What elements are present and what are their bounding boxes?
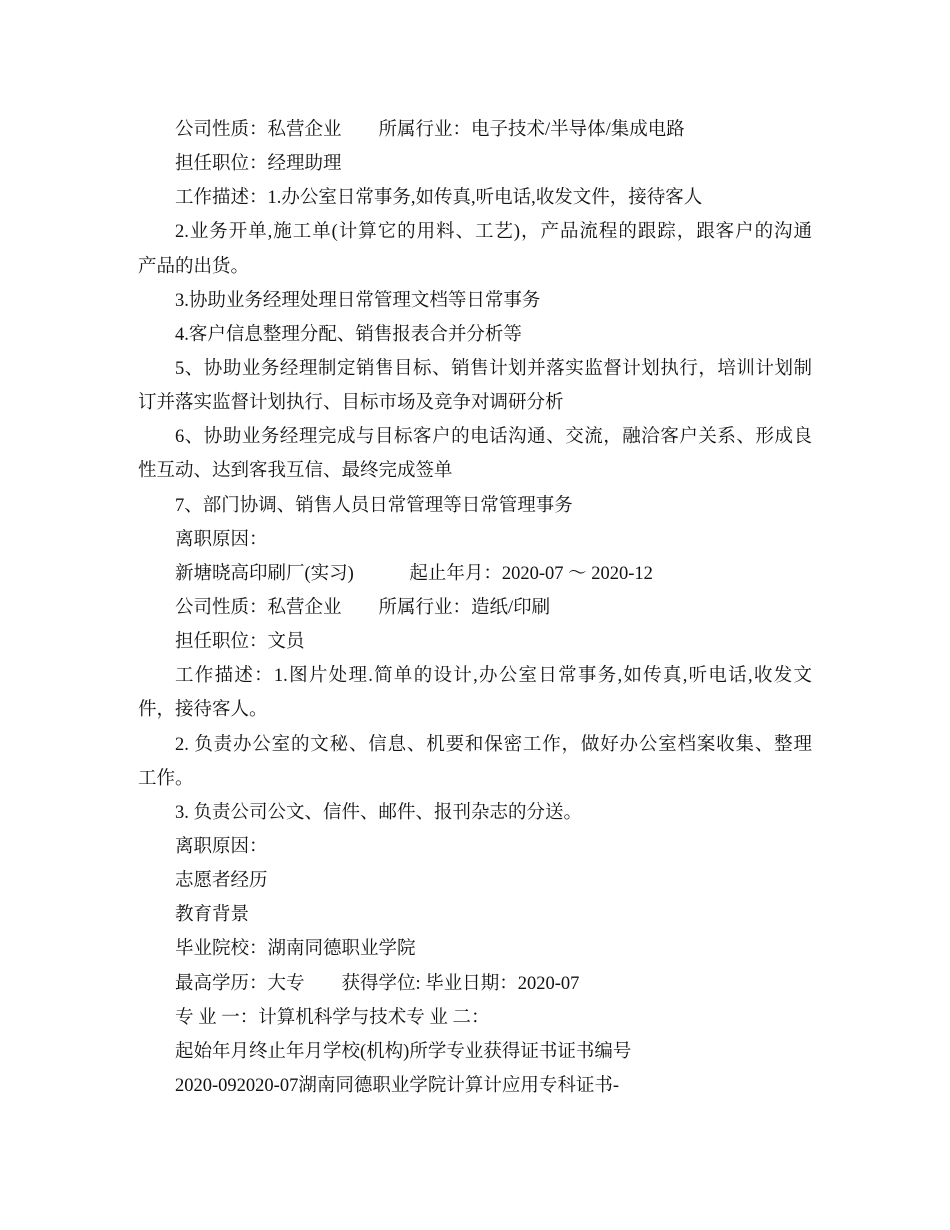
volunteer-heading: 志愿者经历 bbox=[175, 871, 268, 892]
education-heading: 教育背景 bbox=[175, 905, 250, 926]
degree-line: 最高学历：大专 获得学位: 毕业日期：2020-07 bbox=[175, 973, 580, 994]
school-line: 毕业院校：湖南同德职业学院 bbox=[175, 939, 416, 960]
education-table-header: 起始年月终止年月学校(机构)所学专业获得证书证书编号 bbox=[175, 1041, 632, 1062]
job-duty-line: 2. 负责办公室的文秘、信息、机要和保密工作，做好办公室档案收集、整理 bbox=[175, 734, 812, 755]
job-duty-line: 6、协助业务经理完成与目标客户的电话沟通、交流，融洽客户关系、形成良 bbox=[175, 427, 812, 448]
education-table-row: 2020-092020-07湖南同德职业学院计算计应用专科证书- bbox=[175, 1075, 619, 1096]
job-duty-line: 7、部门协调、销售人员日常管理等日常管理事务 bbox=[175, 495, 573, 516]
job-duty-continuation: 订并落实监督计划执行、目标市场及竞争对调研分析 bbox=[138, 393, 564, 414]
job-duty-line: 2.业务开单,施工单(计算它的用料、工艺)，产品流程的跟踪，跟客户的沟通 bbox=[175, 222, 812, 243]
job-duty-continuation: 产品的出货。 bbox=[138, 256, 250, 277]
company-info-line: 公司性质：私营企业 所属行业：电子技术/半导体/集成电路 bbox=[175, 120, 685, 140]
job-duty-continuation: 性互动、达到客我互信、最终完成签单 bbox=[138, 461, 453, 482]
job-description-line: 工作描述：1.图片处理.简单的设计,办公室日常事务,如传真,听电话,收发文 bbox=[175, 666, 812, 687]
job-description-line: 工作描述：1.办公室日常事务,如传真,听电话,收发文件，接待客人 bbox=[175, 188, 703, 209]
position-line: 担任职位：经理助理 bbox=[175, 154, 342, 175]
job-duty-line: 3.协助业务经理处理日常管理文档等日常事务 bbox=[175, 290, 541, 311]
position-line: 担任职位：文员 bbox=[175, 632, 305, 653]
job-duty-line: 3. 负责公司公文、信件、邮件、报刊杂志的分送。 bbox=[175, 802, 583, 823]
leave-reason-line: 离职原因： bbox=[175, 529, 268, 550]
job-duty-line: 4.客户信息整理分配、销售报表合并分析等 bbox=[175, 324, 522, 345]
resume-page bbox=[138, 113, 812, 1103]
leave-reason-line: 离职原因： bbox=[175, 836, 268, 857]
company-info-line: 公司性质：私营企业 所属行业：造纸/印刷 bbox=[175, 597, 551, 618]
company-title-line: 新塘晓高印刷厂(实习) 起止年月：2020-07 ～ 2020-12 bbox=[175, 563, 653, 584]
job-duty-continuation: 件，接待客人。 bbox=[138, 700, 268, 721]
job-duty-line: 5、协助业务经理制定销售目标、销售计划并落实监督计划执行，培训计划制 bbox=[175, 358, 812, 379]
job-duty-continuation: 工作。 bbox=[138, 768, 194, 789]
majors-line: 专 业 一：计算机科学与技术专 业 二： bbox=[175, 1007, 490, 1028]
